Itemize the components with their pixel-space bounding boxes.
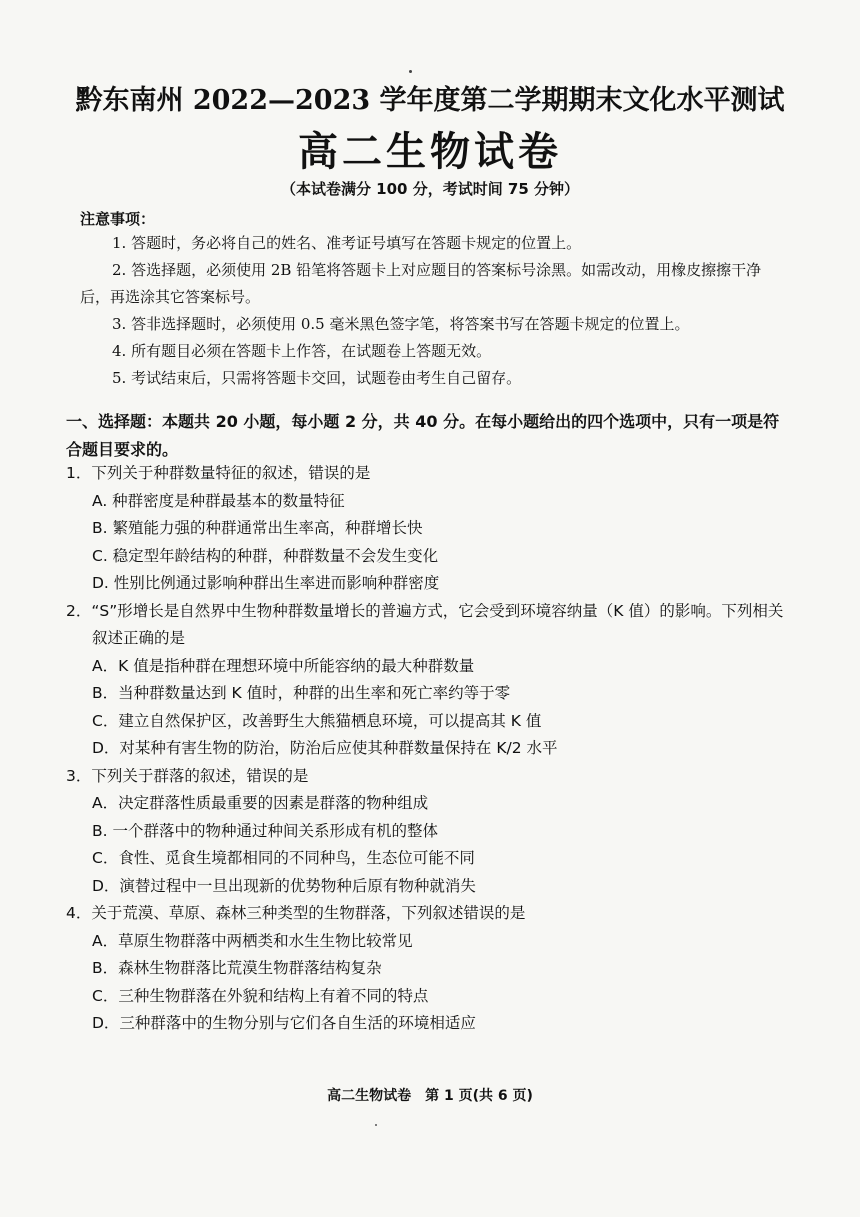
notice-item: 2. 答选择题，必须使用 2B 铅笔将答题卡上对应题目的答案标号涂黑。如需改动，用橡皮擦擦干净后，再选涂其它答案标号。 <box>80 261 762 306</box>
exam-subject: 高二生物试卷 <box>298 129 562 175</box>
notice-item: 4. 所有题目必须在答题卡上作答，在试题卷上答题无效。 <box>112 342 492 360</box>
question-2 <box>66 598 791 763</box>
notice-heading: 注意事项： <box>80 210 156 228</box>
section-heading: 一、选择题：本题共 20 小题，每小题 2 分，共 40 分。在每小题给出的四个选项中，只有一项是符合题目要求的。 <box>66 412 780 459</box>
option-b: B．森林生物群落比荒漠生物群落结构复杂 <box>92 959 382 977</box>
question-1 <box>66 460 791 598</box>
option-d: D．三种群落中的生物分别与它们各自生活的环境相适应 <box>92 1014 476 1032</box>
option-c: C．食性、觅食生境都相同的不同种鸟，生态位可能不同 <box>92 849 475 867</box>
question-3 <box>66 763 791 901</box>
question-stem: 4．关于荒漠、草原、森林三种类型的生物群落，下列叙述错误的是 <box>66 904 526 922</box>
question-stem: 3．下列关于群落的叙述，错误的是 <box>66 766 309 785</box>
question-list <box>66 460 791 1038</box>
exam-title: 黔东南州 2022—2023 学年度第二学期期末文化水平测试 <box>75 85 785 116</box>
question-stem: 1．下列关于种群数量特征的叙述，错误的是 <box>66 464 371 482</box>
exam-note: （本试卷满分 100 分，考试时间 75 分钟） <box>280 180 580 198</box>
notice-item: 5. 考试结束后，只需将答题卡交回，试题卷由考生自己留存。 <box>112 369 522 387</box>
scan-speck <box>409 70 412 73</box>
option-c: C．建立自然保护区，改善野生大熊猫栖息环境，可以提高其 K 值 <box>92 711 542 730</box>
option-c: C. 稳定型年龄结构的种群，种群数量不会发生变化 <box>92 546 439 565</box>
page-footer: 高二生物试卷 第 1 页(共 6 页) <box>327 1088 533 1104</box>
option-b: B．当种群数量达到 K 值时，种群的出生率和死亡率约等于零 <box>92 684 511 702</box>
option-b: B. 一个群落中的物种通过种间关系形成有机的整体 <box>92 821 438 840</box>
option-a: A．草原生物群落中两栖类和水生生物比较常见 <box>92 931 413 950</box>
notice-item: 1. 答题时，务必将自己的姓名、准考证号填写在答题卡规定的位置上。 <box>112 234 582 252</box>
option-d: D．对某种有害生物的防治，防治后应使其种群数量保持在 K/2 水平 <box>92 739 558 757</box>
option-a: A．K 值是指种群在理想环境中所能容纳的最大种群数量 <box>92 656 475 675</box>
option-a: A. 种群密度是种群最基本的数量特征 <box>92 491 345 510</box>
notice-list <box>80 230 785 392</box>
option-d: D．演替过程中一旦出现新的优势物种后原有物种就消失 <box>92 876 476 895</box>
question-4 <box>66 900 791 1038</box>
notice-item: 3. 答非选择题时，必须使用 0.5 毫米黑色签字笔，将答案书写在答题卡规定的位置上。 <box>112 315 690 333</box>
option-b: B. 繁殖能力强的种群通常出生率高，种群增长快 <box>92 519 423 537</box>
option-d: D. 性别比例通过影响种群出生率进而影响种群密度 <box>92 574 440 592</box>
option-c: C．三种生物群落在外貌和结构上有着不同的特点 <box>92 986 429 1005</box>
scan-speck <box>375 1124 377 1126</box>
option-a: A．决定群落性质最重要的因素是群落的物种组成 <box>92 794 429 812</box>
question-stem: 2．“S”形增长是自然界中生物种群数量增长的普遍方式，它会受到环境容纳量（K 值）的影响。下列相关叙述正确的是 <box>66 601 784 647</box>
